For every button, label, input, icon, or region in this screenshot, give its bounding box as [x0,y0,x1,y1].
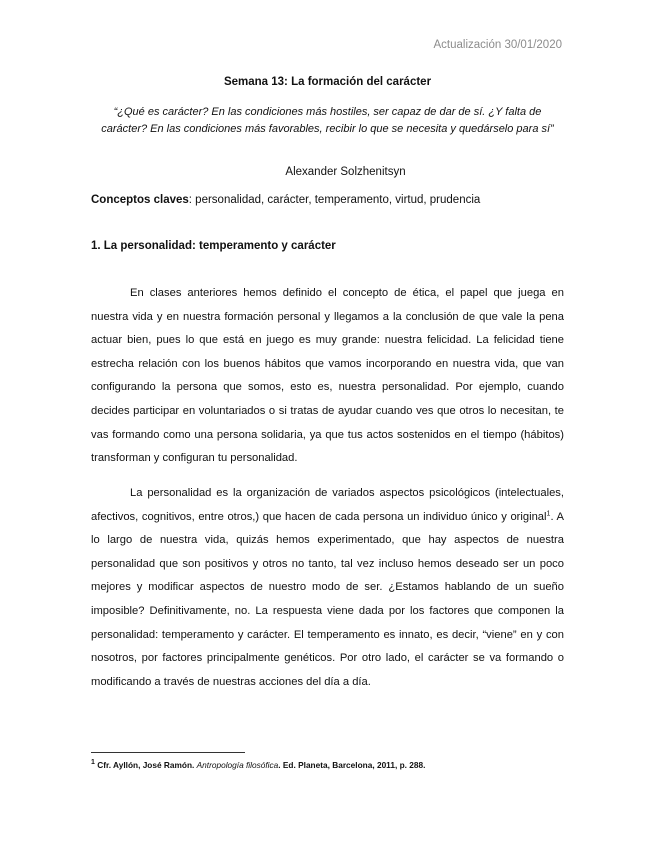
paragraph-2 [91,482,564,694]
epigraph-quote: “¿Qué es carácter? En las condiciones más hostiles, ser capaz de dar de sí. ¿Y falta de carácter? En las condiciones más favorables, recibir lo que se necesita y quedárselo para sí” [101,106,554,135]
epigraph-author: Alexander Solzhenitsyn [285,166,406,178]
paragraph-2-text-a: La personalidad es la organización de variados aspectos psicológicos (intelectuales, afectivos, cognitivos, entre otros,) que hacen de cada persona un individuo único y original [91,487,564,523]
section-heading: 1. La personalidad: temperamento y carácter [91,240,336,252]
paragraph-1 [91,282,564,471]
footnote-book-title: Antropología filosófica [196,760,279,770]
key-concepts-list: : personalidad, carácter, temperamento, virtud, prudencia [188,194,481,206]
footnote-number: 1 [91,759,95,767]
footnote-reference[interactable]: 1 [546,509,551,517]
footnote [91,760,425,770]
update-date: Actualización 30/01/2020 [433,39,562,51]
footnote-prefix: Cfr. Ayllón, José Ramón. [94,760,197,770]
footnote-divider [91,752,245,753]
footnote-suffix: . Ed. Planeta, Barcelona, 2011, p. 288. [278,760,426,770]
key-concepts-label: Conceptos claves [91,194,189,206]
key-concepts [91,194,480,206]
paragraph-1-text: En clases anteriores hemos definido el concepto de ética, el papel que juega en nuestra vida y en nuestra formación personal y llegamos a la conclusión de que vale la pena actuar bien, pues lo que está en juego es muy grande: nuestra felicidad. La felicidad tiene estrecha relación con los buenos hábitos que vamos incorporando en nuestra vida, que van configurando la persona que somos, esto es, nuestra personalidad. Por ejemplo, cuando decides participar en voluntariados o si tratas de ayudar cuando ves que otros lo necesitan, te vas formando como una persona solidaria, ya que tus actos sostenidos en el tiempo (hábitos) transforman y configuran tu personalidad. [91,287,564,465]
page-title: Semana 13: La formación del carácter [223,76,432,88]
paragraph-2-text-b: . A lo largo de nuestra vida, quizás hemos experimentado, que hay aspectos de nuestra personalidad que son positivos y otros no tanto, tal vez incluso hemos deseado ser un poco mejores y modificar aspectos de nuestro modo de ser. ¿Estamos hablando de un sueño imposible? Definitivamente, no. La respuesta viene dada por los factores que componen la personalidad: temperamento y carácter. El temperamento es innato, es decir, “viene” en y con nosotros, por factores principalmente genéticos. Por otro lado, el carácter se va formando o modificando a través de nuestras acciones del día a día. [91,510,564,688]
